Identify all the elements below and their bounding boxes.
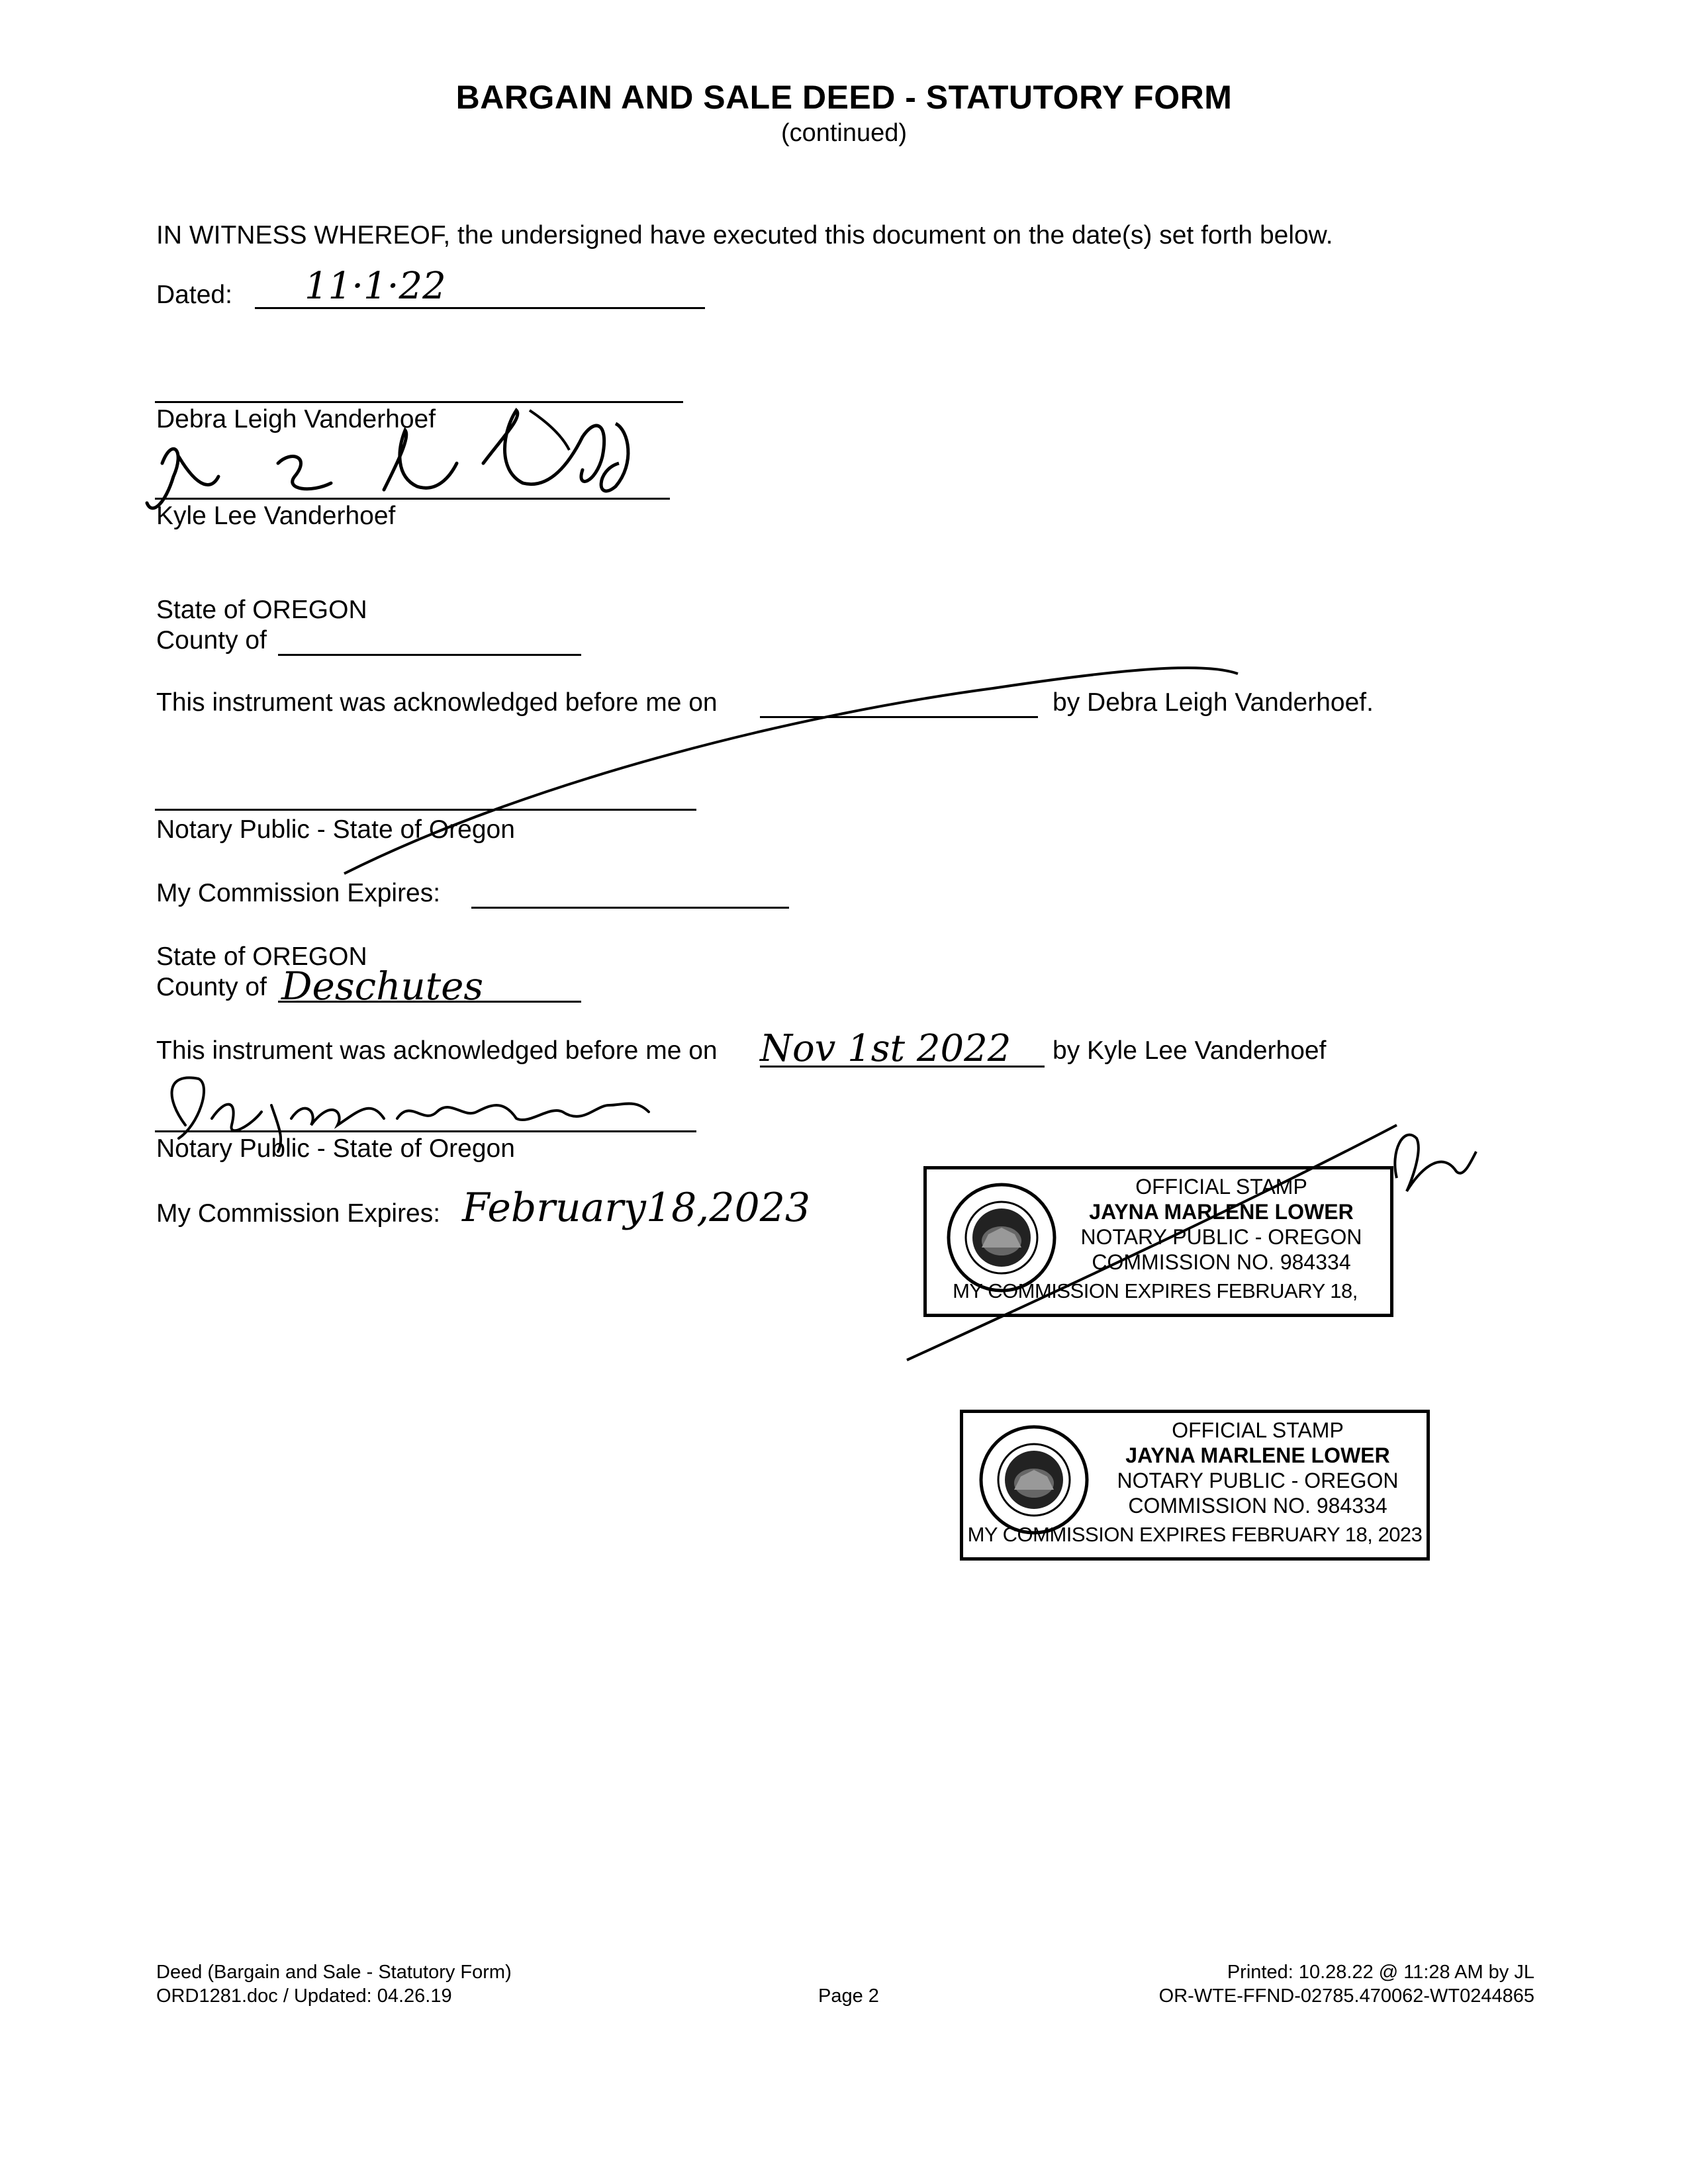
footer-doc-updated: ORD1281.doc / Updated: 04.26.19	[156, 1985, 452, 2007]
stamp-line-5: MY COMMISSION EXPIRES FEBRUARY 18, 2023	[967, 1523, 1423, 1546]
document-title: BARGAIN AND SALE DEED - STATUTORY FORM	[455, 79, 1233, 116]
kyle-signature	[147, 410, 604, 508]
ack2-commission-label: My Commission Expires:	[156, 1199, 441, 1228]
footer-printed: Printed: 10.28.22 @ 11:28 AM by JL	[1227, 1962, 1534, 1983]
ack1-state: State of OREGON	[156, 596, 367, 624]
stamp-line-2: JAYNA MARLENE LOWER	[1125, 1443, 1390, 1467]
initials	[1395, 1135, 1476, 1191]
ack2-county-label: County of	[156, 973, 267, 1001]
voided-stamp-line-3: NOTARY PUBLIC - OREGON	[1080, 1225, 1362, 1249]
stamp-line-4: COMMISSION NO. 984334	[1128, 1494, 1387, 1518]
ack1-commission-label: My Commission Expires:	[156, 879, 441, 907]
witness-statement: IN WITNESS WHEREOF, the undersigned have executed this document on the date(s) set forth below.	[156, 221, 1333, 250]
ack2-text-before: This instrument was acknowledged before me on	[156, 1036, 718, 1065]
dated-label: Dated:	[156, 281, 232, 309]
footer-form-name: Deed (Bargain and Sale - Statutory Form)	[156, 1962, 512, 1983]
ack2-commission-handwritten: February18,2023	[462, 1185, 811, 1231]
ack2-text-after: by Kyle Lee Vanderhoef	[1053, 1036, 1327, 1065]
footer-page-number: Page 2	[818, 1985, 879, 2007]
voided-stamp-line-4: COMMISSION NO. 984334	[1092, 1250, 1351, 1274]
ack2-notary-label: Notary Public - State of Oregon	[156, 1134, 515, 1163]
voided-stamp-line-2: JAYNA MARLENE LOWER	[1089, 1200, 1354, 1224]
ack1-county-label: County of	[156, 626, 267, 655]
document-subtitle: (continued)	[780, 119, 908, 147]
ack1-notary-label: Notary Public - State of Oregon	[156, 815, 515, 844]
strike-line-stamp	[907, 1125, 1397, 1360]
signer-1-name: Debra Leigh Vanderhoef	[156, 405, 436, 433]
voided-stamp-line-5: MY COMMISSION EXPIRES FEBRUARY 18,	[953, 1279, 1358, 1302]
footer-file-number: OR-WTE-FFND-02785.470062-WT0244865	[1158, 1985, 1534, 2007]
ack2-date-handwritten: Nov 1st 2022	[760, 1027, 1011, 1070]
voided-stamp-line-1: OFFICIAL STAMP	[1135, 1175, 1307, 1199]
stamp-line-1: OFFICIAL STAMP	[1172, 1418, 1344, 1442]
ack1-text-before: This instrument was acknowledged before me on	[156, 688, 718, 717]
strike-line-ack1	[344, 668, 1238, 874]
ack1-text-after: by Debra Leigh Vanderhoef.	[1053, 688, 1374, 717]
notary-signature	[172, 1077, 649, 1152]
signer-2-name: Kyle Lee Vanderhoef	[156, 502, 396, 530]
dated-handwritten: 11·1·22	[305, 265, 446, 308]
stamp-line-3: NOTARY PUBLIC - OREGON	[1117, 1469, 1399, 1492]
ack2-state: State of OREGON	[156, 942, 367, 971]
ack2-county-handwritten: Deschutes	[281, 964, 484, 1009]
